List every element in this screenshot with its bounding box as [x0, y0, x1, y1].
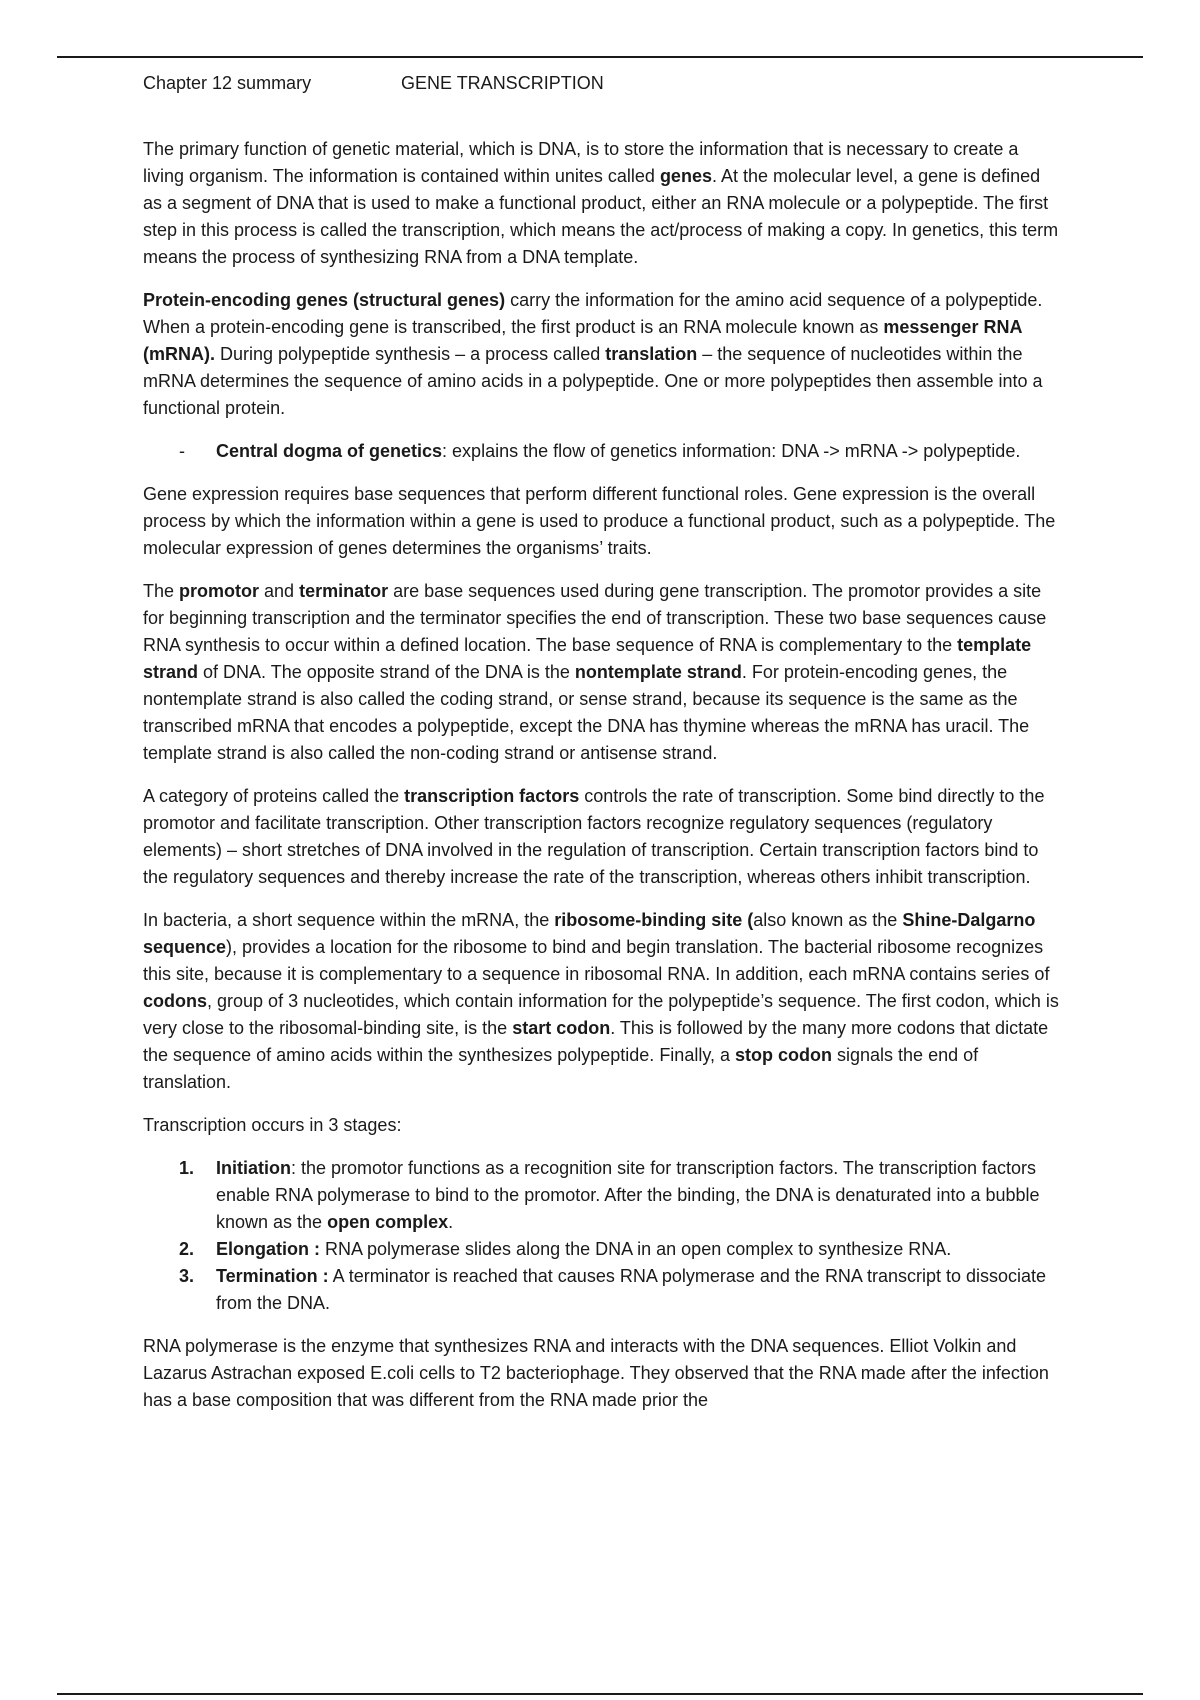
term-elongation: Elongation :: [216, 1239, 320, 1259]
paragraph-transcription-factors: [143, 783, 1063, 891]
text: carry the information for the amino acid sequence of a polypeptide. When a protein-encoding gene is transcribed, the first product is an RNA molecule known as: [143, 290, 1043, 337]
text: The primary function of genetic material, which is DNA, is to store the information that is necessary to create a living organism. The information is contained within unites called: [143, 139, 1019, 186]
paragraph-stages-intro: [143, 1112, 1063, 1139]
text: also known as the: [753, 910, 903, 930]
paragraph-intro: [143, 136, 1063, 271]
text: RNA polymerase slides along the DNA in an open complex to synthesize RNA.: [319, 1239, 952, 1259]
list-item: [179, 438, 1063, 465]
paragraph-gene-expression: [143, 481, 1063, 562]
text: . This is followed by the many more codons that dictate the sequence of amino acids within the synthesizes polypeptide. Finally, a: [143, 1018, 1049, 1065]
text: : explains the flow of genetics information: DNA -> mRNA -> polypeptide.: [442, 441, 1021, 461]
term-shine-dalgarno: Shine-Dalgarno sequence: [143, 910, 1036, 957]
term-template-strand: template strand: [143, 635, 1032, 682]
text: .: [448, 1212, 454, 1232]
term-central-dogma: Central dogma of genetics: [216, 441, 443, 461]
text: of DNA. The opposite strand of the DNA is the: [198, 662, 575, 682]
list-item-elongation: [179, 1236, 1063, 1263]
text: controls the rate of transcription. Some bind directly to the promotor and facilitate transcription. Other transcription factors recognize regulatory sequences (regulatory elements) – short stretches of DNA involved in the regulation of transcription. Certain transcription factors bind to the regulatory sequences and thereby increase the rate of the transcription, whereas others inhibit transcription.: [143, 786, 1045, 887]
document-body: [143, 70, 1063, 1430]
term-transcription-factors: transcription factors: [404, 786, 580, 806]
chapter-label: Chapter 12 summary: [143, 73, 312, 93]
term-ribosome-binding-site: ribosome-binding site (: [554, 910, 754, 930]
term-initiation: Initiation: [216, 1158, 291, 1178]
text: . At the molecular level, a gene is defined as a segment of DNA that is used to make a functional product, either an RNA molecule or a polypeptide. The first step in this process is called the transcription, which means the act/process of making a copy. In genetics, this term means the process of synthesizing RNA from a DNA template.: [143, 166, 1059, 267]
term-open-complex: open complex: [327, 1212, 449, 1232]
list-number: 3.: [179, 1266, 195, 1286]
paragraph-ribosome-binding: [143, 907, 1063, 1096]
text: In bacteria, a short sequence within the mRNA, the: [143, 910, 555, 930]
text: , group of 3 nucleotides, which contain information for the polypeptide’s sequence. The first codon, which is very close to the ribosomal-binding site, is the: [143, 991, 1059, 1038]
term-protein-encoding-genes: Protein-encoding genes (structural genes): [143, 290, 506, 310]
term-genes: genes: [659, 166, 712, 186]
page-header: [143, 70, 1063, 100]
text: are base sequences used during gene transcription. The promotor provides a site for beginning transcription and the terminator specifies the end of transcription. These two base sequences cause RNA synthesis to occur within a defined location. The base sequence of RNA is complementary to the: [143, 581, 1047, 655]
term-start-codon: start codon: [512, 1018, 611, 1038]
text: Transcription occurs in 3 stages:: [143, 1115, 402, 1135]
page-title: GENE TRANSCRIPTION: [401, 73, 604, 93]
text: and: [259, 581, 300, 601]
term-stop-codon: stop codon: [735, 1045, 833, 1065]
term-promotor: promotor: [179, 581, 260, 601]
text: A category of proteins called the: [143, 786, 405, 806]
term-terminator: terminator: [299, 581, 389, 601]
text: ), provides a location for the ribosome to bind and begin translation. The bacterial ribosome recognizes this site, because it is complementary to a sequence in ribosomal RNA. In addition, each mRNA contains series of: [143, 937, 1050, 984]
term-termination: Termination :: [216, 1266, 329, 1286]
bottom-rule: [57, 1693, 1143, 1695]
text: : the promotor functions as a recognition site for transcription factors. The transcription factors enable RNA polymerase to bind to the promotor. After the binding, the DNA is denaturated into a bubble known as the: [216, 1158, 1040, 1232]
text: RNA polymerase is the enzyme that synthesizes RNA and interacts with the DNA sequences. Elliot Volkin and Lazarus Astrachan exposed E.coli cells to T2 bacteriophage. They observed that the RNA made after the infection has a base composition that was different from the RNA made prior the: [143, 1336, 1049, 1410]
stages-list: [143, 1155, 1063, 1317]
paragraph-rna-polymerase: [143, 1333, 1063, 1414]
top-rule: [57, 56, 1143, 58]
term-mrna: messenger RNA (mRNA).: [143, 317, 1022, 364]
text: . For protein-encoding genes, the nontemplate strand is also called the coding strand, or sense strand, because its sequence is the same as the transcribed mRNA that encodes a polypeptide, except the DNA has thymine whereas the mRNA has uracil. The template strand is also called the non-coding strand or antisense strand.: [143, 662, 1030, 763]
text: The: [143, 581, 180, 601]
list-item-termination: [179, 1263, 1063, 1317]
text: Gene expression requires base sequences that perform different functional roles. Gene expression is the overall process by which the information within a gene is used to produce a functional product, such as a polypeptide. The molecular expression of genes determines the organisms’ traits.: [143, 484, 1056, 558]
text: – the sequence of nucleotides within the mRNA determines the sequence of amino acids in a polypeptide. One or more polypeptides then assemble into a functional protein.: [143, 344, 1043, 418]
term-nontemplate-strand: nontemplate strand: [574, 662, 742, 682]
list-number: 2.: [179, 1239, 195, 1259]
term-codons: codons: [143, 991, 208, 1011]
list-number: 1.: [179, 1158, 195, 1178]
paragraph-promotor-terminator: [143, 578, 1063, 767]
paragraph-protein-encoding: [143, 287, 1063, 422]
text: A terminator is reached that causes RNA polymerase and the RNA transcript to dissociate from the DNA.: [216, 1266, 1047, 1313]
list-item-initiation: [179, 1155, 1063, 1236]
term-translation: translation: [605, 344, 698, 364]
bullet-marker: -: [179, 441, 185, 461]
text: signals the end of translation.: [143, 1045, 979, 1092]
bullet-list: [143, 438, 1063, 465]
text: During polypeptide synthesis – a process called: [215, 344, 606, 364]
